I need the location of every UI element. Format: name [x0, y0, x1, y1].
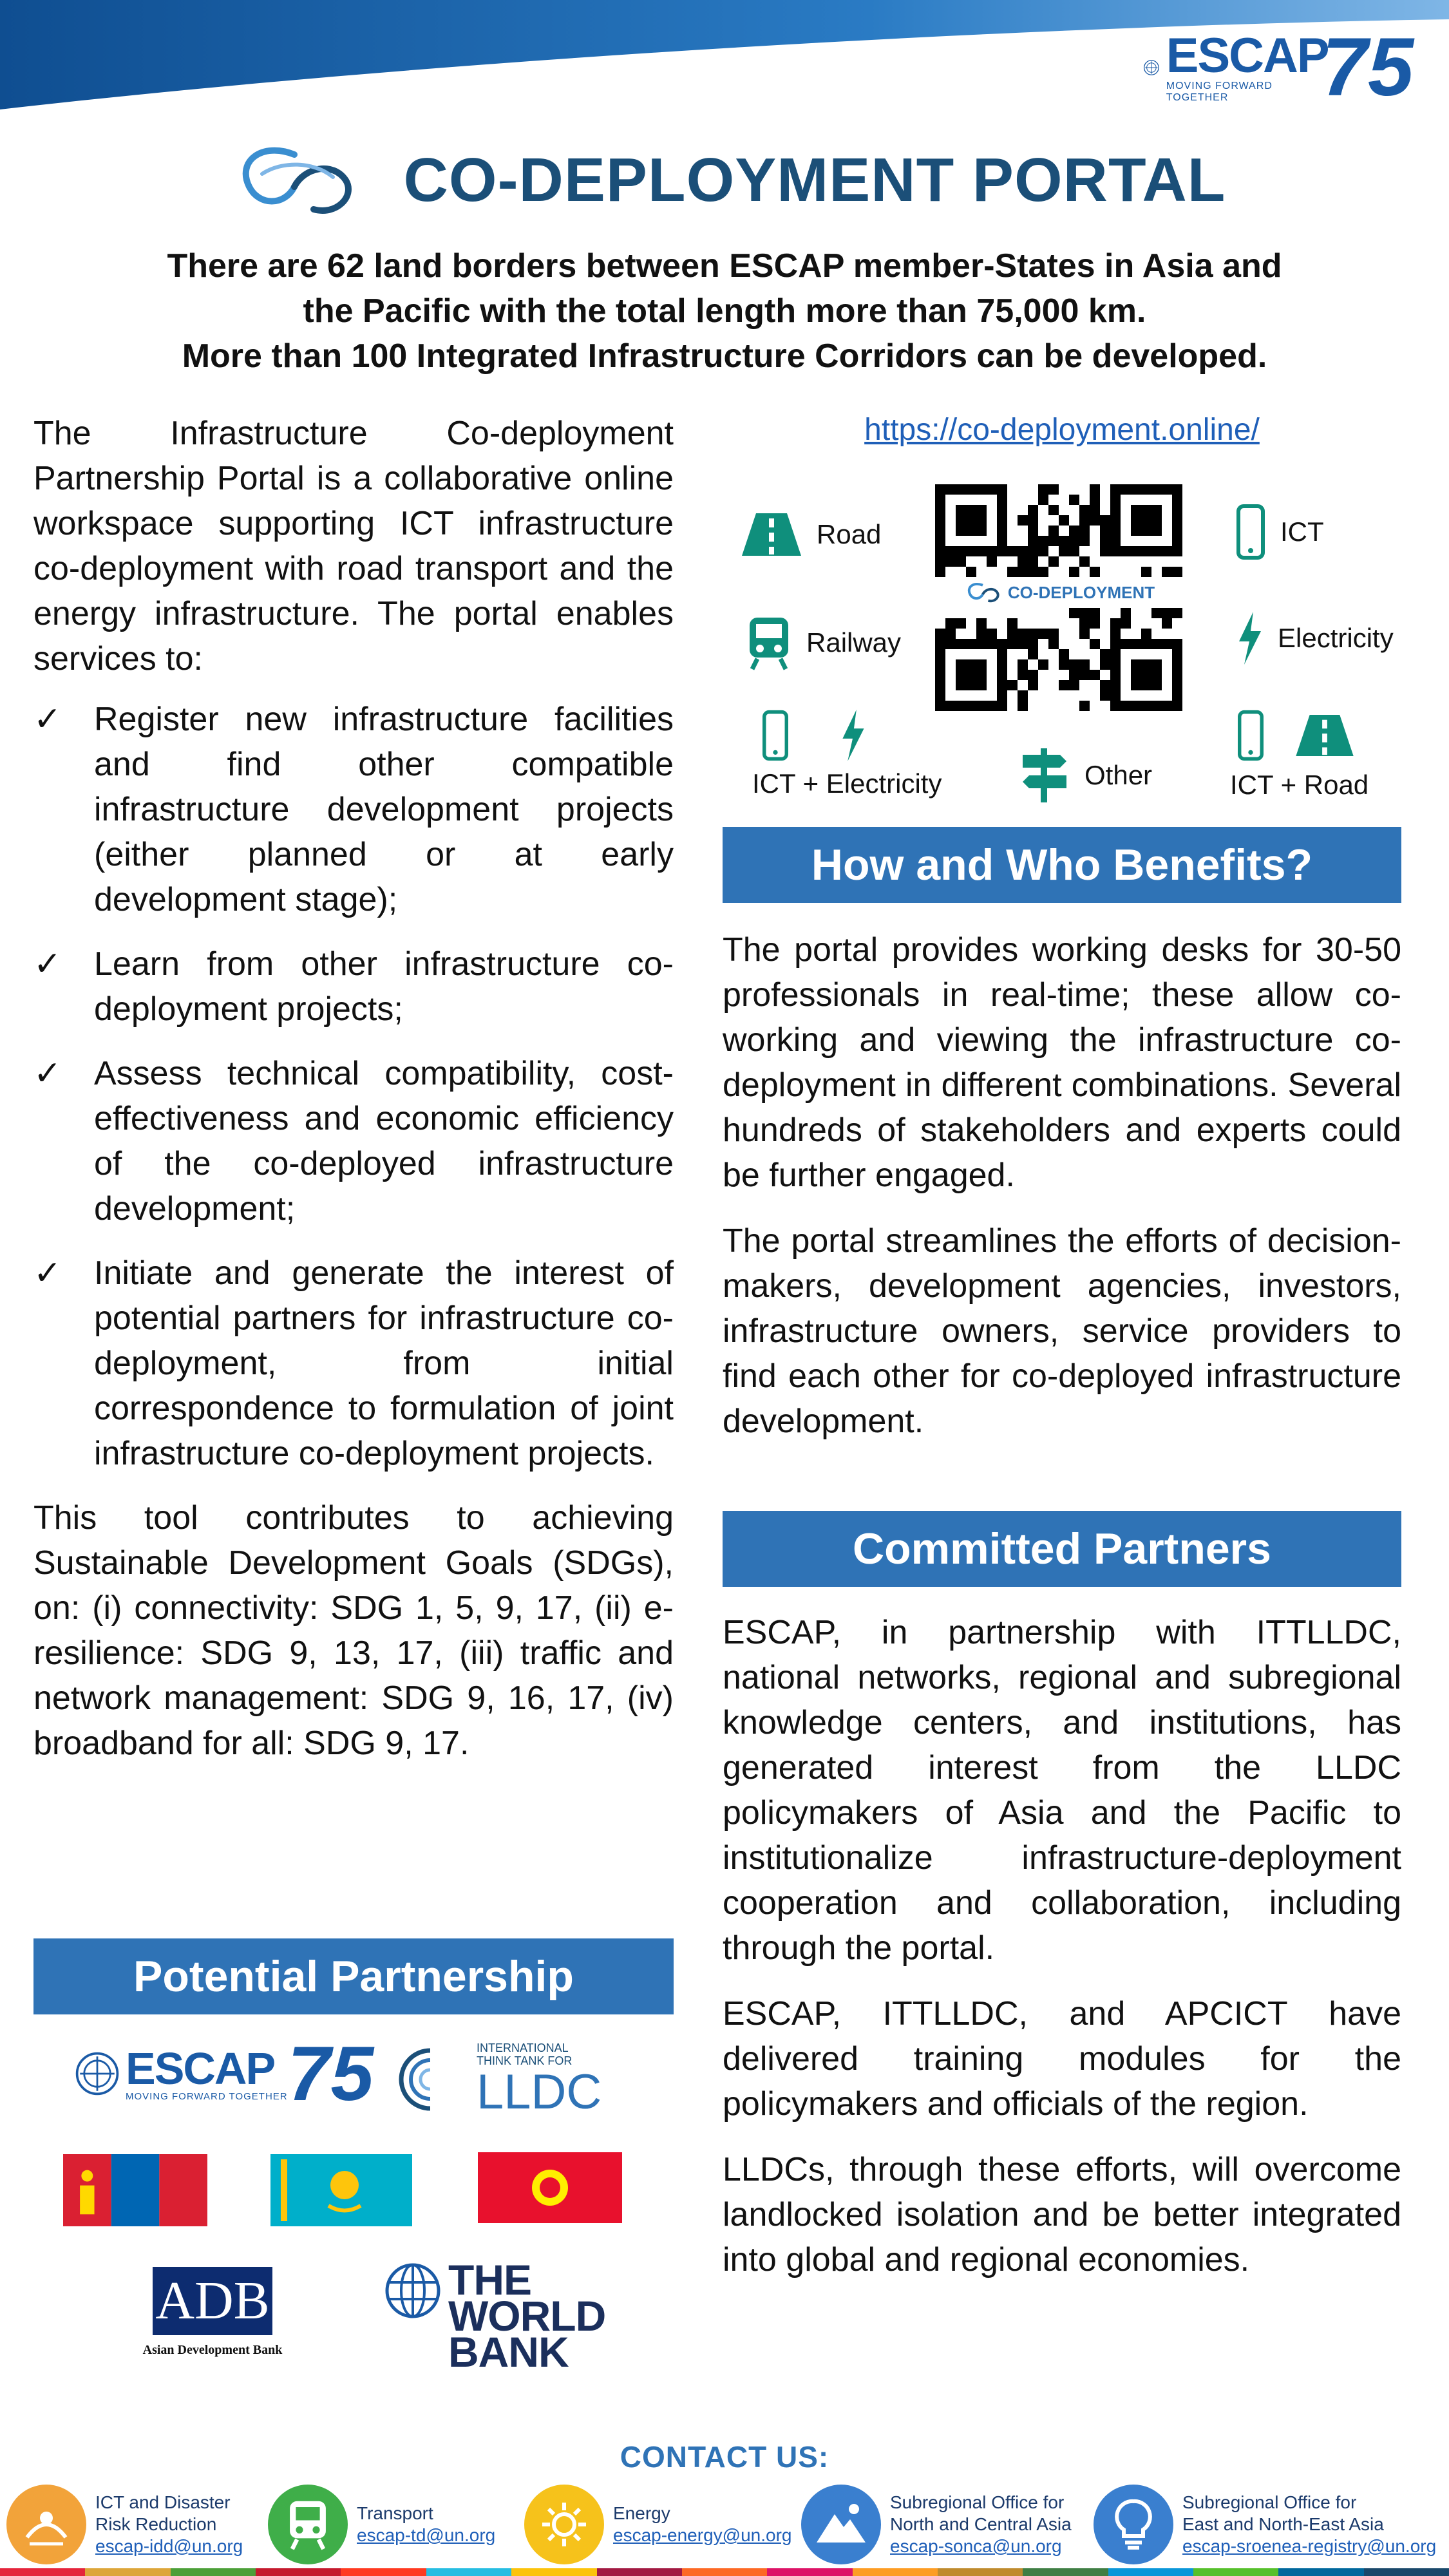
phone-icon [762, 710, 788, 764]
list-item: ✓ Initiate and generate the interest of potential partners for infrastructure co-deployment, from initial correspondence to formulation of joint infrastructure co-deployment projects. [33, 1251, 674, 1476]
kyrgyzstan-flag-icon [478, 2152, 622, 2223]
legend-other: Other [1020, 748, 1152, 802]
escap-wordmark: ESCAP [1166, 28, 1329, 83]
contact-sonca: Subregional Office for North and Central Asia escap-sonca@un.org [801, 2485, 1072, 2564]
checkmark-icon: ✓ [33, 945, 62, 983]
services-list [33, 697, 674, 1476]
intro-line: There are 62 land borders between ESCAP member-States in Asia and [167, 247, 1282, 285]
kazakhstan-flag-icon [270, 2154, 412, 2226]
escap-tagline: MOVING FORWARD TOGETHER [1166, 80, 1273, 103]
email-link[interactable]: escap-energy@un.org [613, 2525, 792, 2545]
contact-ict-drr: ICT and Disaster Risk Reduction escap-idd@un.org [6, 2485, 243, 2564]
lightbulb-icon [1094, 2485, 1173, 2564]
benefits-heading: How and Who Benefits? [723, 827, 1401, 903]
co-deployment-logo-icon [963, 580, 1003, 605]
escap-logo [1143, 21, 1414, 113]
road-icon [742, 512, 801, 557]
legend-ict-electricity: ICT + Electricity [752, 710, 952, 799]
contact-transport: Transport escap-td@un.org [268, 2485, 495, 2564]
lldc-logo: INTERNATIONAL THINK TANK FOR LLDC [392, 2041, 601, 2117]
portal-description: The Infrastructure Co-deployment Partnership Portal is a collaborative online workspace supporting ICT infrastructure co-deployment with road transport and the energy infrastructure. The portal enables services to: [33, 415, 674, 677]
legend-railway: Railway [747, 615, 901, 670]
legend-ict-road: ICT + Road [1230, 710, 1391, 800]
lightning-icon [1236, 612, 1262, 665]
contact-sroenea: Subregional Office for East and North-East Asia escap-sroenea-registry@un.org [1094, 2485, 1436, 2564]
partners-section [723, 1610, 1401, 2282]
adb-name: Asian Development Bank [142, 2343, 283, 2357]
train-icon [747, 615, 791, 670]
sdg-paragraph: This tool contributes to achieving Sustainable Development Goals (SDGs), on: (i) connectivity: SDG 1, 5, 9, 17, (ii) e-resilience: SDG 9, 13, 17, (iii) traffic and network management: SDG 9, 16, 17, (iv) broadband for all: SDG 9, 17. [33, 1499, 674, 1762]
checkmark-icon: ✓ [33, 1055, 62, 1092]
legend-road: Road [742, 512, 881, 557]
phone-icon [1236, 504, 1265, 560]
partners-paragraph: ESCAP, ITTLLDC, and APCICT have delivered training modules for the policymakers and officials of the region. [723, 1995, 1401, 2123]
portal-url-link[interactable]: https://co-deployment.online/ [864, 413, 1260, 447]
mountain-icon [801, 2485, 881, 2564]
email-link[interactable]: escap-sroenea-registry@un.org [1182, 2536, 1437, 2556]
lldc-wordmark: LLDC [477, 2065, 602, 2119]
intro-statement [64, 243, 1385, 379]
benefits-paragraph: The portal streamlines the efforts of decision-makers, development agencies, investors, infrastructure owners, service providers to find each other for co-deployed infrastructure development. [723, 1222, 1401, 1440]
intro-line: the Pacific with the total length more than 75,000 km. [303, 292, 1146, 330]
title-row [0, 129, 1449, 232]
anniversary-mark: 75 [1321, 21, 1414, 113]
intro-line: More than 100 Integrated Infrastructure Corridors can be developed. [182, 337, 1267, 375]
benefits-section [723, 927, 1401, 1444]
adb-logo [129, 2267, 296, 2358]
left-column [33, 411, 674, 1766]
phone-icon [1238, 710, 1264, 764]
contact-heading: CONTACT US: [620, 2440, 829, 2474]
potential-partnership-heading: Potential Partnership [33, 1938, 674, 2014]
list-item: ✓ Learn from other infrastructure co-deployment projects; [33, 942, 674, 1032]
world-bank-logo: THE WORLD BANK [384, 2262, 605, 2370]
email-link[interactable]: escap-sonca@un.org [890, 2536, 1062, 2556]
list-item: ✓ Assess technical compatibility, cost-effectiveness and economic efficiency of the co-deployed infrastructure development; [33, 1051, 674, 1231]
qr-logo-label: CO-DEPLOYMENT [951, 578, 1167, 607]
globe-icon [384, 2262, 442, 2320]
co-deployment-logo-icon [223, 135, 365, 225]
contact-energy: Energy escap-energy@un.org [524, 2485, 791, 2564]
email-link[interactable]: escap-idd@un.org [95, 2536, 243, 2556]
checkmark-icon: ✓ [33, 1255, 62, 1292]
partners-paragraph: ESCAP, in partnership with ITTLLDC, national networks, regional and subregional knowledge centers, and institutions, has generated interest from the LLDC policymakers of Asia and the Pacific to institutionalize infrastructure-deployment cooperation and collaboration, including through the portal. [723, 1614, 1401, 1967]
lightning-icon [840, 710, 866, 764]
legend-ict: ICT [1236, 504, 1324, 560]
sdg-color-strip [0, 2568, 1449, 2576]
road-icon [1296, 714, 1354, 761]
train-icon [268, 2485, 348, 2564]
lldc-rings-icon [392, 2044, 469, 2115]
benefits-paragraph: The portal provides working desks for 30-50 professionals in real-time; these allow co-working and viewing the infrastructure co-deployment in different combinations. Several hundreds of stakeholders and experts could be further engaged. [723, 931, 1401, 1194]
checkmark-icon: ✓ [33, 701, 62, 738]
adb-wordmark: ADB [153, 2267, 272, 2335]
un-emblem-icon [74, 2050, 120, 2097]
mongolia-flag-icon [63, 2154, 207, 2226]
ict-drr-icon [6, 2485, 86, 2564]
qr-code[interactable] [935, 484, 1182, 711]
email-link[interactable]: escap-td@un.org [357, 2525, 496, 2545]
page-title: CO-DEPLOYMENT PORTAL [403, 146, 1226, 214]
escap-partner-logo: ESCAP MOVING FORWARD TOGETHER 75 [74, 2029, 374, 2119]
partners-paragraph: LLDCs, through these efforts, will overcome landlocked isolation and be better integrated into global and regional economies. [723, 2151, 1401, 2278]
signpost-icon [1020, 748, 1069, 802]
legend-electricity: Electricity [1236, 612, 1394, 665]
committed-partners-heading: Committed Partners [723, 1511, 1401, 1587]
un-emblem-icon [1143, 43, 1160, 93]
list-item: ✓ Register new infrastructure facilities and find other compatible infrastructure development projects (either planned or at early development stage); [33, 697, 674, 922]
energy-icon [524, 2485, 604, 2564]
